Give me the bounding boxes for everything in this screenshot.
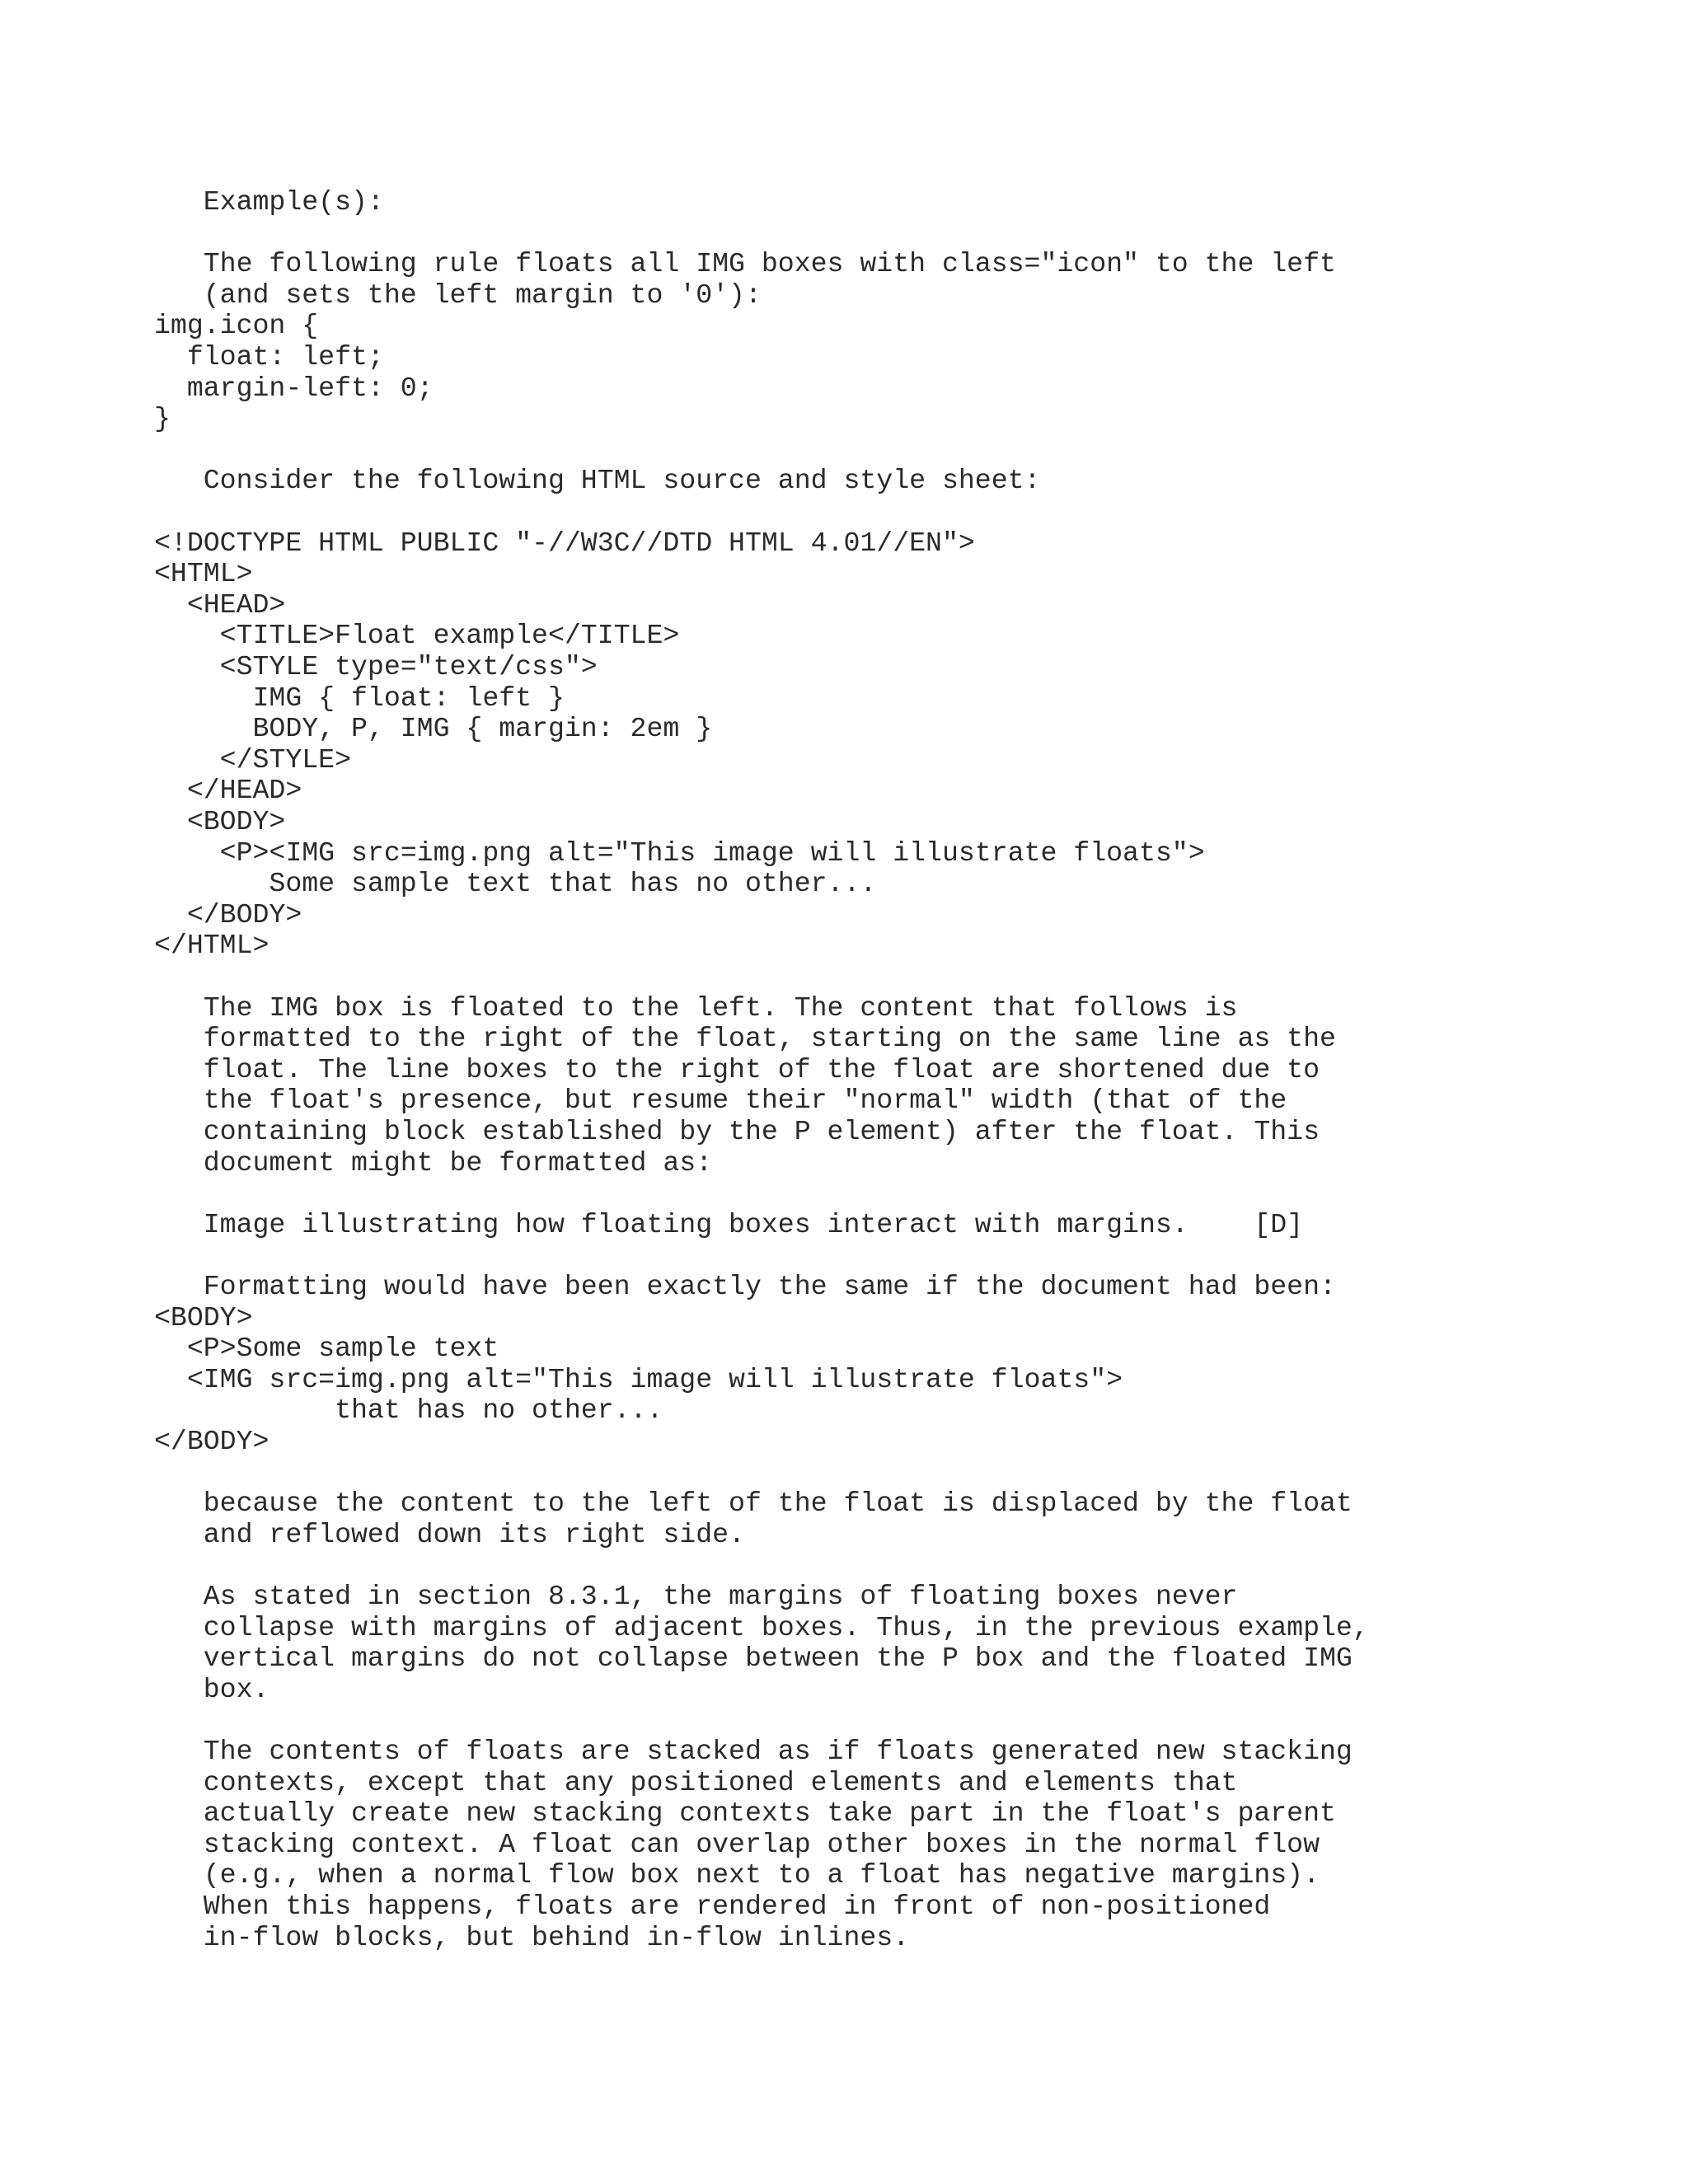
text-line: <IMG src=img.png alt="This image will illustrate floats">: [154, 1363, 1123, 1395]
text-line: contexts, except that any positioned elements and elements that: [154, 1766, 1238, 1798]
text-line: (and sets the left margin to '0'):: [154, 279, 762, 311]
text-line: img.icon {: [154, 310, 319, 342]
text-line: margin-left: 0;: [154, 372, 434, 404]
text-line: and reflowed down its right side.: [154, 1518, 745, 1550]
text-line: Formatting would have been exactly the same if the document had been:: [154, 1271, 1336, 1302]
text-line: in-flow blocks, but behind in-flow inlines.: [154, 1921, 910, 1953]
text-line: the float's presence, but resume their "normal" width (that of the: [154, 1085, 1287, 1117]
text-line: <P>Some sample text: [154, 1333, 499, 1365]
text-line: </HEAD>: [154, 775, 302, 807]
text-line: <HEAD>: [154, 588, 286, 621]
text-line: <HTML>: [154, 558, 253, 590]
text-line: float: left;: [154, 341, 384, 373]
text-line: because the content to the left of the float is displaced by the float: [154, 1488, 1353, 1520]
text-line: <!DOCTYPE HTML PUBLIC "-//W3C//DTD HTML 4.01//EN">: [154, 527, 975, 559]
text-line: float. The line boxes to the right of the float are shortened due to: [154, 1053, 1320, 1085]
text-line: When this happens, floats are rendered in front of non-positioned: [154, 1891, 1271, 1922]
text-line: box.: [154, 1673, 270, 1705]
text-line: <TITLE>Float example</TITLE>: [154, 620, 680, 652]
text-line: <STYLE type="text/css">: [154, 651, 598, 682]
text-line: </BODY>: [154, 1426, 270, 1457]
text-line: IMG { float: left }: [154, 682, 565, 714]
text-line: collapse with margins of adjacent boxes. Thus, in the previous example,: [154, 1611, 1369, 1643]
text-line: Image illustrating how floating boxes interact with margins. [D]: [154, 1208, 1304, 1240]
text-line: containing block established by the P element) after the float. This: [154, 1116, 1320, 1147]
text-line: Example(s):: [154, 186, 384, 218]
text-line: vertical margins do not collapse between the P box and the floated IMG: [154, 1643, 1353, 1675]
text-line: document might be formatted as:: [154, 1146, 713, 1179]
text-line: The following rule floats all IMG boxes with class="icon" to the left: [154, 248, 1336, 280]
text-line: stacking context. A float can overlap other boxes in the normal flow: [154, 1828, 1320, 1860]
text-line: <BODY>: [154, 806, 286, 837]
text-line: </STYLE>: [154, 743, 351, 776]
text-line: The IMG box is floated to the left. The content that follows is: [154, 991, 1238, 1024]
text-line: BODY, P, IMG { margin: 2em }: [154, 713, 713, 745]
text-line: <BODY>: [154, 1301, 253, 1333]
text-line: </HTML>: [154, 930, 270, 962]
text-line: actually create new stacking contexts take part in the float's parent: [154, 1797, 1336, 1830]
text-line: Consider the following HTML source and style sheet:: [154, 465, 1041, 497]
text-line: As stated in section 8.3.1, the margins of floating boxes never: [154, 1581, 1238, 1612]
text-line: (e.g., when a normal flow box next to a float has negative margins).: [154, 1859, 1320, 1891]
text-line: that has no other...: [154, 1394, 663, 1427]
text-line: }: [154, 403, 171, 435]
text-line: formatted to the right of the float, starting on the same line as the: [154, 1023, 1336, 1055]
text-line: <P><IMG src=img.png alt="This image will illustrate floats">: [154, 837, 1205, 869]
text-line: The contents of floats are stacked as if floats generated new stacking: [154, 1736, 1353, 1767]
text-line: Some sample text that has no other...: [154, 868, 877, 900]
text-line: </BODY>: [154, 898, 302, 930]
